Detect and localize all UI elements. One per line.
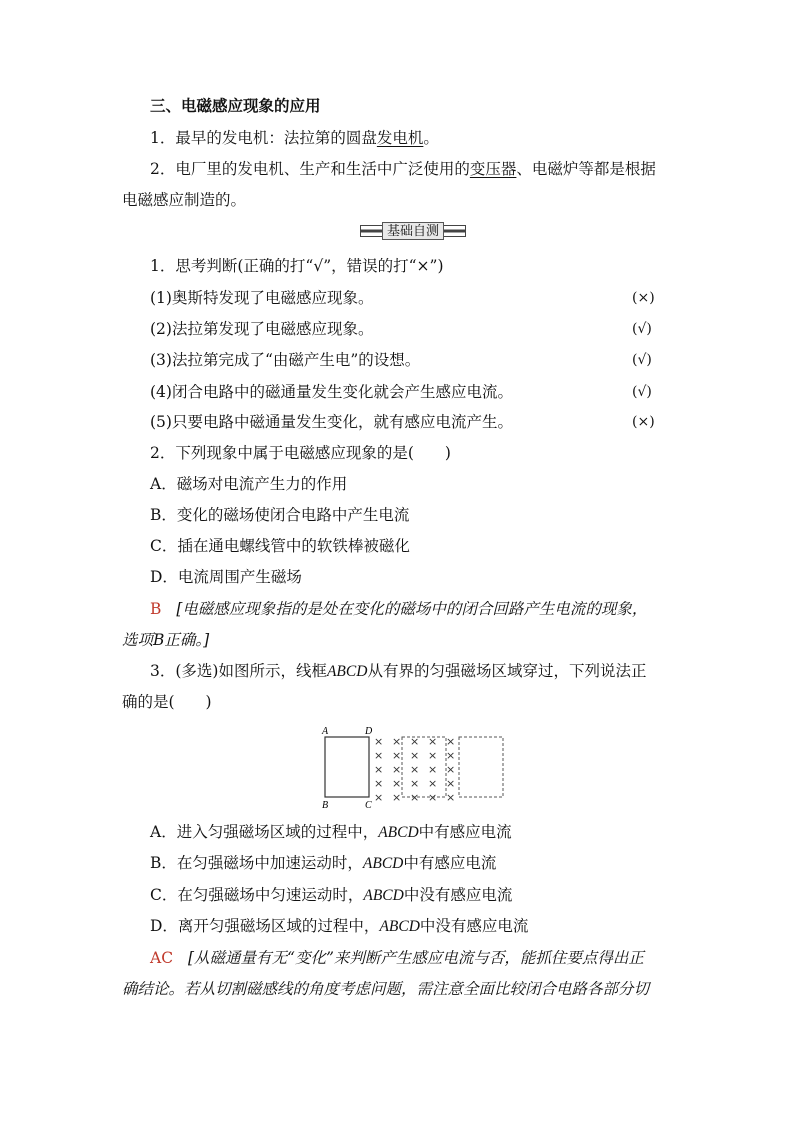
q3-option-a-prefix: A．进入匀强磁场区域的过程中， bbox=[150, 823, 379, 841]
q3-stem bbox=[150, 661, 646, 682]
paragraph-1-underline: 发电机 bbox=[376, 129, 424, 147]
field-cross: × bbox=[374, 749, 384, 762]
q3-option-a bbox=[150, 822, 512, 843]
q2-stem: 2．下列现象中属于电磁感应现象的是( ) bbox=[150, 444, 451, 462]
q3-option-c-abcd: ABCD bbox=[363, 887, 404, 904]
paragraph-2-underline: 变压器 bbox=[469, 160, 517, 178]
q1-item-1-mark: (×) bbox=[632, 290, 655, 306]
q2-explanation-line2: 选项B正确。] bbox=[122, 631, 210, 649]
q3-option-b-prefix: B．在匀强磁场中加速运动时， bbox=[150, 854, 363, 872]
q2-answer-letter: B bbox=[150, 600, 162, 618]
q3-option-b bbox=[150, 853, 496, 874]
q3-option-d-abcd: ABCD bbox=[379, 918, 420, 935]
field-cross: × bbox=[374, 777, 384, 790]
label-b: B bbox=[322, 800, 329, 811]
q1-item-4: (4)闭合电路中的磁通量发生变化就会产生感应电流。 bbox=[150, 383, 513, 401]
q3-option-c-prefix: C．在匀强磁场中匀速运动时， bbox=[150, 886, 364, 904]
field-cross: × bbox=[446, 791, 456, 804]
q2-option-d: D．电流周围产生磁场 bbox=[150, 568, 302, 586]
field-cross: × bbox=[374, 791, 384, 804]
q1-item-2: (2)法拉第发现了电磁感应现象。 bbox=[150, 320, 374, 338]
field-cross: × bbox=[446, 763, 456, 776]
field-cross: × bbox=[446, 777, 456, 790]
paragraph-2-suffix: 、电磁炉等都是根据 bbox=[516, 160, 656, 178]
label-c: C bbox=[365, 800, 372, 811]
q3-option-b-abcd: ABCD bbox=[362, 855, 404, 872]
field-cross: × bbox=[428, 749, 438, 762]
q3-option-d-suffix: 中没有感应电流 bbox=[419, 917, 529, 935]
q1-item-5: (5)只要电路中磁通量发生变化，就有感应电流产生。 bbox=[150, 413, 513, 431]
q3-option-c bbox=[150, 885, 512, 906]
field-cross: × bbox=[428, 777, 438, 790]
field-cross: × bbox=[410, 749, 420, 762]
field-cross: × bbox=[392, 735, 402, 748]
q1-stem: 1．思考判断(正确的打“√”，错误的打“×”) bbox=[150, 257, 444, 275]
q3-stem-line2: 确的是( ) bbox=[122, 693, 212, 711]
q3-stem-abcd: ABCD bbox=[326, 663, 368, 680]
field-cross: × bbox=[410, 791, 420, 804]
field-cross: × bbox=[410, 777, 420, 790]
field-cross: × bbox=[374, 735, 384, 748]
field-cross: × bbox=[428, 791, 438, 804]
label-d: D bbox=[365, 726, 373, 737]
paragraph-1-suffix: 。 bbox=[423, 129, 439, 147]
field-cross: × bbox=[428, 735, 438, 748]
field-cross: × bbox=[374, 763, 384, 776]
magnetic-field-crosses bbox=[374, 735, 455, 804]
frame-after-field bbox=[459, 737, 503, 797]
q3-explanation-line1: [从磁通量有无“变化”来判断产生感应电流与否，能抓住要点得出正 bbox=[188, 949, 644, 967]
q1-item-1: (1)奥斯特发现了电磁感应现象。 bbox=[150, 289, 374, 307]
paragraph-2-prefix: 2．电厂里的发电机、生产和生活中广泛使用的 bbox=[150, 160, 470, 178]
q2-option-c: C．插在通电螺线管中的软铁棒被磁化 bbox=[150, 537, 410, 555]
field-cross: × bbox=[428, 763, 438, 776]
q3-option-a-suffix: 中有感应电流 bbox=[418, 823, 512, 841]
q3-option-d-prefix: D．离开匀强磁场区域的过程中， bbox=[150, 917, 380, 935]
q2-option-a: A．磁场对电流产生力的作用 bbox=[150, 475, 348, 493]
paragraph-1 bbox=[150, 128, 439, 148]
paragraph-1-prefix: 1．最早的发电机：法拉第的圆盘 bbox=[150, 129, 377, 147]
field-cross: × bbox=[410, 735, 420, 748]
q3-answer bbox=[150, 948, 644, 968]
field-cross: × bbox=[446, 749, 456, 762]
section-banner bbox=[360, 222, 466, 240]
paragraph-2-line2: 电磁感应制造的。 bbox=[122, 191, 247, 209]
section-title: 三、电磁感应现象的应用 bbox=[150, 96, 321, 115]
field-cross: × bbox=[410, 763, 420, 776]
q1-item-4-mark: (√) bbox=[632, 384, 652, 400]
frame-abcd bbox=[325, 737, 369, 797]
paragraph-2 bbox=[150, 159, 656, 179]
magnetic-field-figure bbox=[318, 722, 508, 814]
q3-stem-suffix: 从有界的匀强磁场区域穿过，下列说法正 bbox=[367, 662, 647, 680]
q1-item-3: (3)法拉第完成了“由磁产生电”的设想。 bbox=[150, 351, 421, 369]
field-cross: × bbox=[392, 777, 402, 790]
field-cross: × bbox=[446, 735, 456, 748]
field-cross: × bbox=[392, 791, 402, 804]
q3-option-a-abcd: ABCD bbox=[378, 824, 419, 841]
q2-explanation-line1: [电磁感应现象指的是处在变化的磁场中的闭合回路产生电流的现象， bbox=[176, 600, 648, 618]
q3-option-c-suffix: 中没有感应电流 bbox=[403, 886, 513, 904]
frame-in-field bbox=[402, 737, 446, 797]
q3-explanation-line2: 确结论。若从切割磁感线的角度考虑问题，需注意全面比较闭合电路各部分切 bbox=[122, 980, 650, 998]
q1-item-5-mark: (×) bbox=[632, 414, 655, 430]
q2-answer bbox=[150, 599, 647, 619]
banner-label: 基础自测 bbox=[382, 222, 444, 240]
q3-answer-letter: AC bbox=[150, 949, 174, 967]
label-a: A bbox=[322, 726, 329, 737]
q1-item-3-mark: (√) bbox=[632, 352, 652, 368]
q3-option-b-suffix: 中有感应电流 bbox=[403, 854, 497, 872]
q3-stem-prefix: 3．(多选)如图所示，线框 bbox=[150, 662, 327, 680]
q3-option-d bbox=[150, 916, 528, 937]
field-cross: × bbox=[392, 763, 402, 776]
field-cross: × bbox=[392, 749, 402, 762]
q1-item-2-mark: (√) bbox=[632, 321, 652, 337]
q2-option-b: B．变化的磁场使闭合电路中产生电流 bbox=[150, 506, 410, 524]
